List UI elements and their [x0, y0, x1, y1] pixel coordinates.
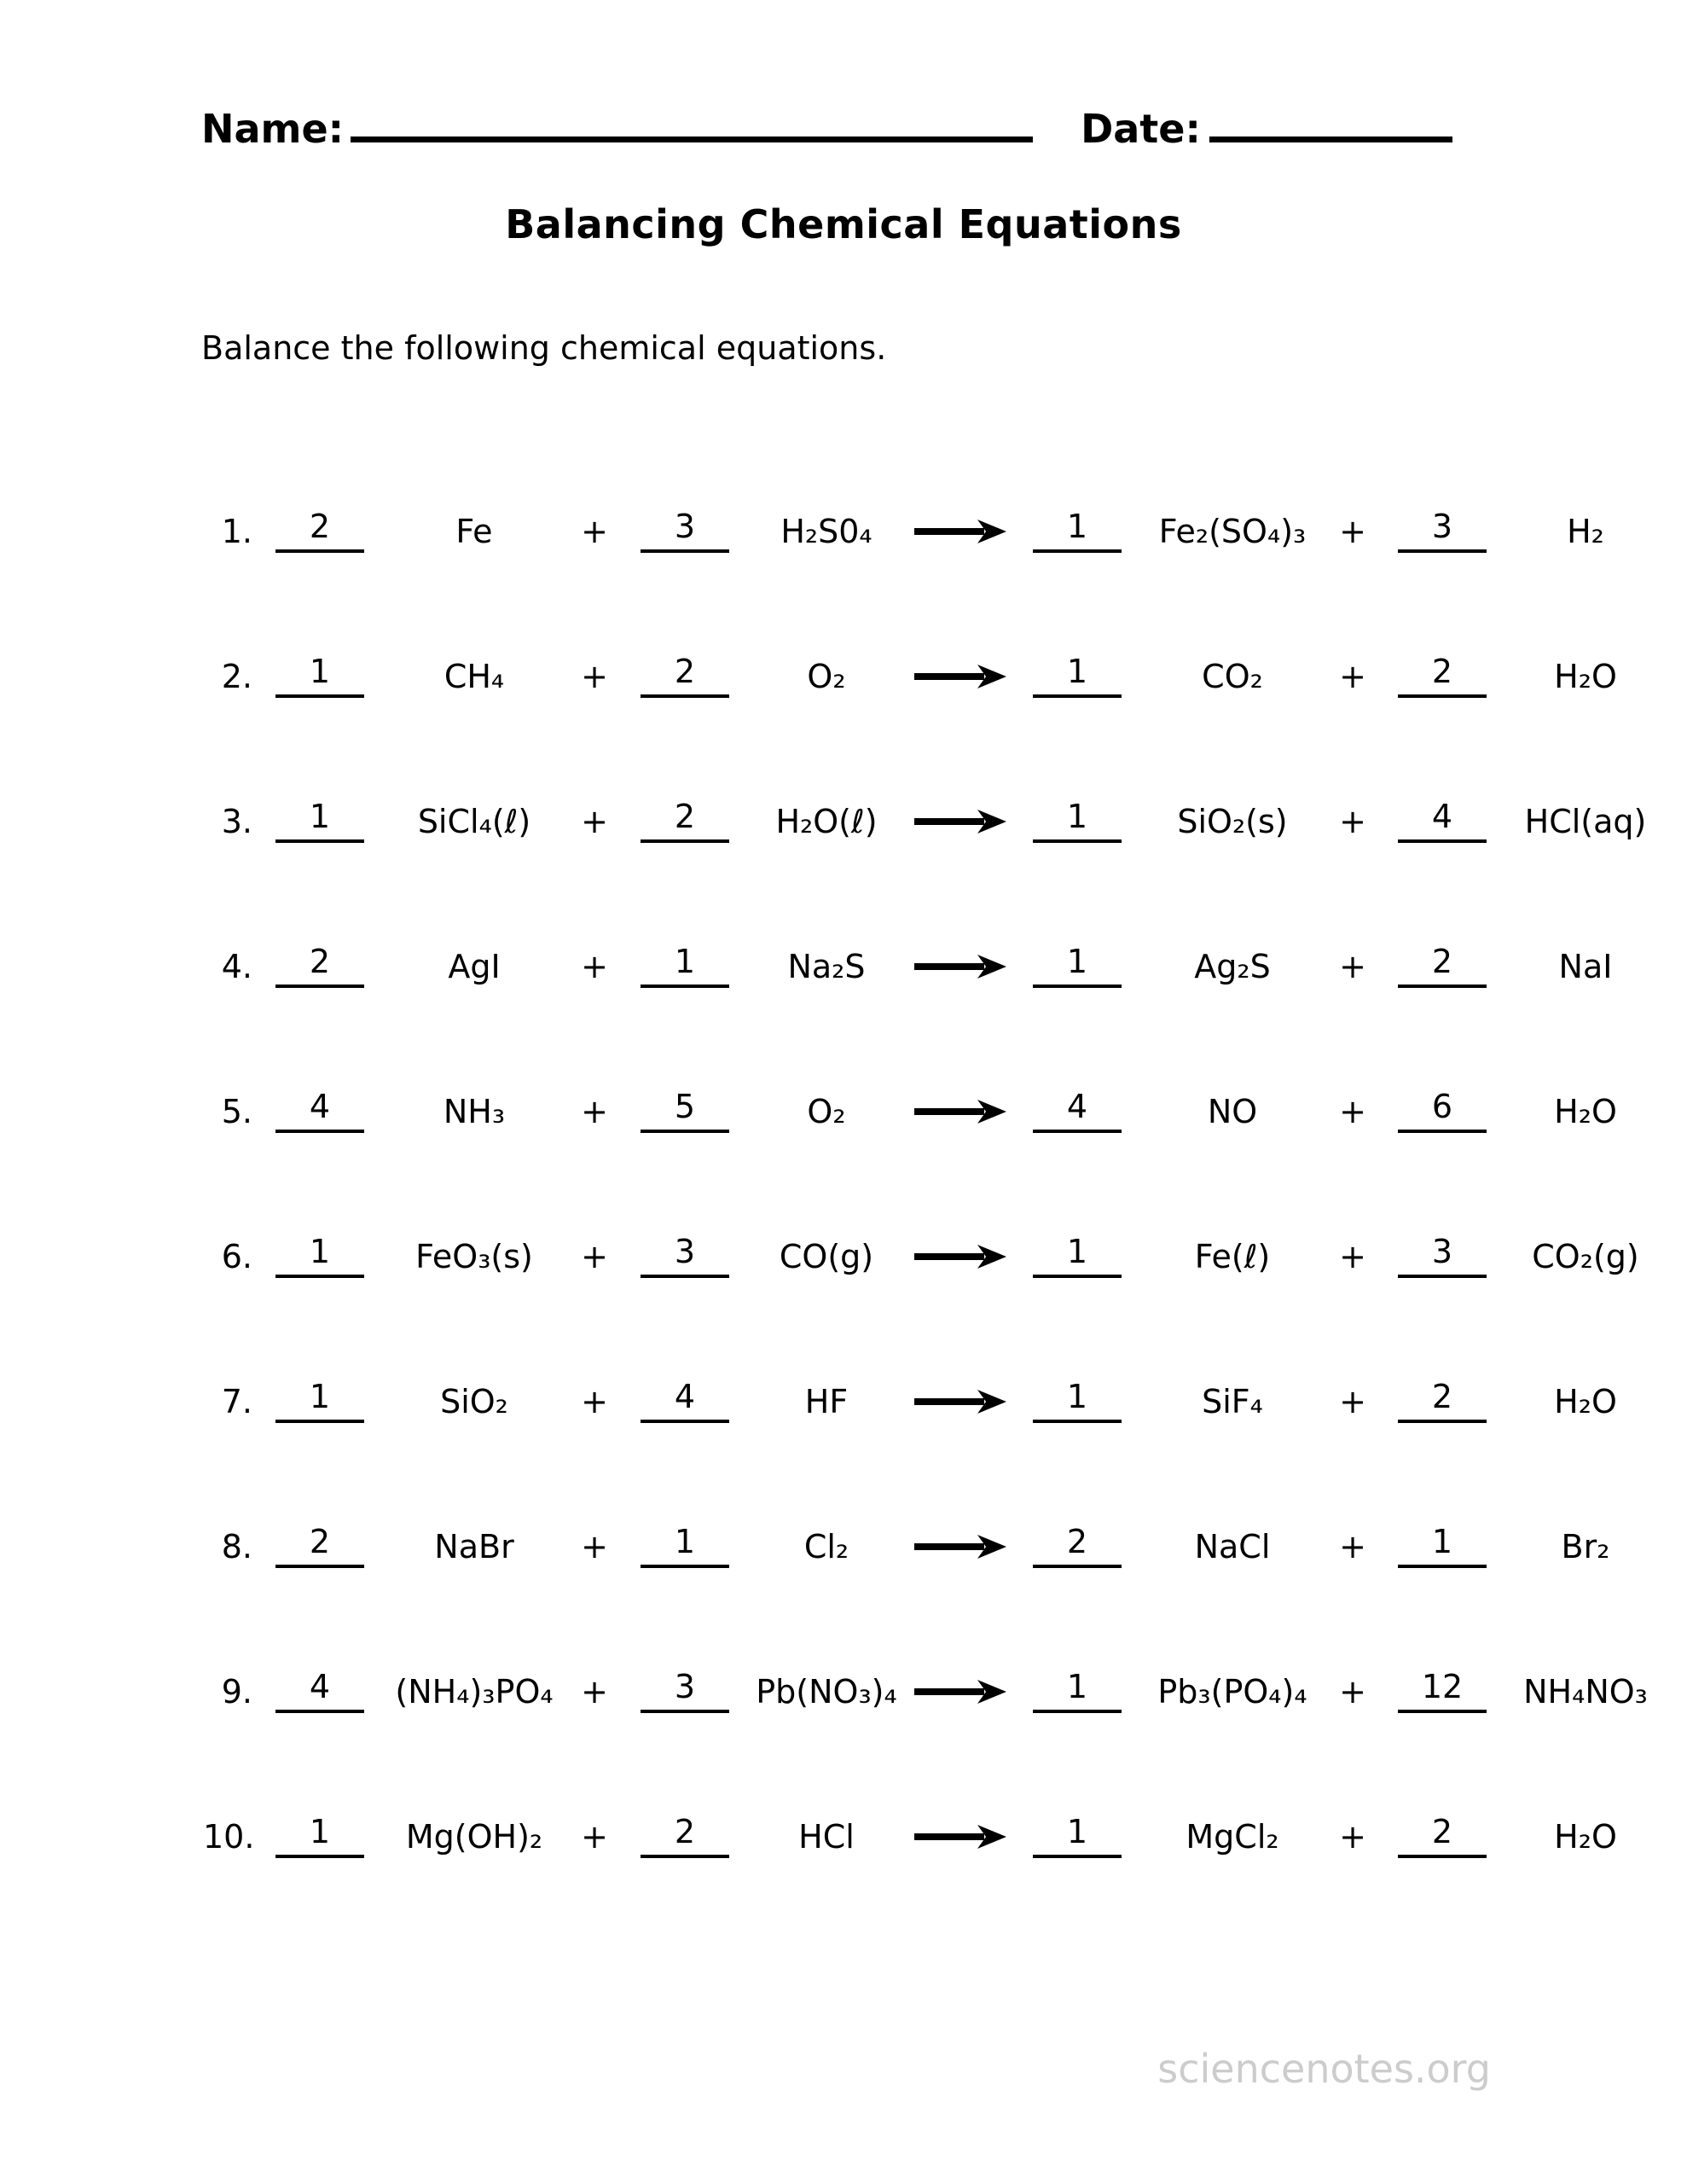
reactant-1-formula: Fe	[455, 513, 493, 550]
product-1-formula: NaCl	[1194, 1528, 1271, 1565]
coefficient-blank[interactable]: 4	[641, 1380, 729, 1423]
plus-sign: +	[581, 513, 608, 550]
plus-sign: +	[581, 1673, 608, 1711]
yields-arrow-icon	[906, 1244, 1015, 1269]
plus-sign: +	[581, 1818, 608, 1856]
coefficient-blank[interactable]: 1	[1033, 1815, 1122, 1858]
coefficient-blank[interactable]: 2	[275, 510, 364, 553]
coefficient-blank[interactable]: 4	[275, 1670, 364, 1713]
page-title: Balancing Chemical Equations	[505, 201, 1182, 247]
reactant-2-formula: O₂	[807, 1093, 846, 1130]
product-1-formula: Pb₃(PO₄)₄	[1157, 1673, 1307, 1711]
coefficient-blank[interactable]: 1	[1033, 1380, 1122, 1423]
reactant-2-formula: Na₂S	[787, 948, 866, 985]
equation-number: 1.	[221, 513, 252, 550]
equation-number: 7.	[221, 1383, 252, 1420]
reactant-1-formula: SiO₂	[440, 1383, 508, 1420]
equation-number: 2.	[221, 658, 252, 695]
coefficient-blank[interactable]: 1	[641, 1525, 729, 1568]
reactant-2-formula: O₂	[807, 658, 846, 695]
header-row	[0, 0, 1687, 152]
equation-number: 3.	[221, 803, 252, 840]
coefficient-blank[interactable]: 1	[1033, 1670, 1122, 1713]
product-2-formula: HCl(aq)	[1524, 803, 1647, 840]
coefficient-blank[interactable]: 1	[1033, 510, 1122, 553]
coefficient-blank[interactable]: 1	[275, 1815, 364, 1858]
coefficient-blank[interactable]: 2	[1398, 1380, 1487, 1423]
equation-row	[203, 604, 1687, 749]
product-1-formula: NO	[1207, 1093, 1258, 1130]
plus-sign: +	[1339, 513, 1366, 550]
coefficient-blank[interactable]: 1	[1033, 1235, 1122, 1278]
coefficient-blank[interactable]: 1	[1033, 655, 1122, 698]
equation-row	[203, 1329, 1687, 1474]
coefficient-blank[interactable]: 2	[641, 800, 729, 843]
coefficient-blank[interactable]: 2	[1398, 1815, 1487, 1858]
plus-sign: +	[1339, 948, 1366, 985]
plus-sign: +	[1339, 658, 1366, 695]
product-2-formula: CO₂(g)	[1532, 1238, 1639, 1275]
reactant-1-formula: NaBr	[434, 1528, 514, 1565]
plus-sign: +	[581, 948, 608, 985]
coefficient-blank[interactable]: 12	[1398, 1670, 1487, 1713]
product-2-formula: Br₂	[1561, 1528, 1610, 1565]
equation-number: 4.	[221, 948, 252, 985]
coefficient-blank[interactable]: 5	[641, 1090, 729, 1133]
coefficient-blank[interactable]: 3	[641, 1670, 729, 1713]
plus-sign: +	[581, 1238, 608, 1275]
yields-arrow-icon	[906, 664, 1015, 689]
plus-sign: +	[581, 1383, 608, 1420]
product-2-formula: H₂O	[1554, 1093, 1617, 1130]
coefficient-blank[interactable]: 2	[641, 655, 729, 698]
coefficient-blank[interactable]: 2	[275, 945, 364, 988]
coefficient-blank[interactable]: 3	[1398, 1235, 1487, 1278]
coefficient-blank[interactable]: 2	[1033, 1525, 1122, 1568]
coefficient-blank[interactable]: 4	[275, 1090, 364, 1133]
yields-arrow-icon	[906, 954, 1015, 979]
coefficient-blank[interactable]: 2	[641, 1815, 729, 1858]
equation-row	[203, 1184, 1687, 1329]
coefficient-blank[interactable]: 1	[1398, 1525, 1487, 1568]
coefficient-blank[interactable]: 4	[1033, 1090, 1122, 1133]
coefficient-blank[interactable]: 1	[275, 800, 364, 843]
product-2-formula: NH₄NO₃	[1523, 1673, 1648, 1711]
product-1-formula: Fe₂(SO₄)₃	[1158, 513, 1307, 550]
coefficient-blank[interactable]: 3	[641, 510, 729, 553]
product-1-formula: Fe(ℓ)	[1194, 1238, 1271, 1275]
equation-number: 6.	[221, 1238, 252, 1275]
equations-list	[0, 459, 1687, 1909]
yields-arrow-icon	[906, 809, 1015, 834]
name-label: Name:	[201, 106, 345, 152]
product-2-formula: H₂O	[1554, 1383, 1617, 1420]
date-label: Date:	[1081, 106, 1201, 152]
product-2-formula: H₂O	[1554, 658, 1617, 695]
reactant-1-formula: SiCl₄(ℓ)	[417, 803, 531, 840]
coefficient-blank[interactable]: 4	[1398, 800, 1487, 843]
coefficient-blank[interactable]: 3	[1398, 510, 1487, 553]
equation-row	[203, 1764, 1687, 1909]
yields-arrow-icon	[906, 1824, 1015, 1850]
yields-arrow-icon	[906, 1534, 1015, 1560]
product-2-formula: NaI	[1558, 948, 1613, 985]
product-2-formula: H₂	[1567, 513, 1604, 550]
instructions-text: Balance the following chemical equations.	[201, 329, 887, 367]
yields-arrow-icon	[906, 1099, 1015, 1124]
yields-arrow-icon	[906, 1679, 1015, 1705]
plus-sign: +	[1339, 1673, 1366, 1711]
equation-row	[203, 749, 1687, 894]
product-1-formula: SiO₂(s)	[1177, 803, 1288, 840]
plus-sign: +	[1339, 1818, 1366, 1856]
reactant-2-formula: CO(g)	[779, 1238, 874, 1275]
reactant-1-formula: (NH₄)₃PO₄	[395, 1673, 554, 1711]
footer-site-text: sciencenotes.org	[1157, 2046, 1491, 2092]
coefficient-blank[interactable]: 2	[1398, 945, 1487, 988]
plus-sign: +	[1339, 1528, 1366, 1565]
equation-number: 5.	[221, 1093, 252, 1130]
equation-number: 8.	[221, 1528, 252, 1565]
reactant-2-formula: H₂S0₄	[780, 513, 872, 550]
equation-row	[203, 1039, 1687, 1184]
reactant-2-formula: Cl₂	[803, 1528, 849, 1565]
coefficient-blank[interactable]: 2	[1398, 655, 1487, 698]
equation-row	[203, 459, 1687, 604]
coefficient-blank[interactable]: 1	[1033, 945, 1122, 988]
coefficient-blank[interactable]: 6	[1398, 1090, 1487, 1133]
plus-sign: +	[581, 1093, 608, 1130]
reactant-1-formula: NH₃	[443, 1093, 506, 1130]
plus-sign: +	[1339, 1383, 1366, 1420]
date-input-line[interactable]	[1209, 104, 1452, 142]
product-1-formula: SiF₄	[1202, 1383, 1263, 1420]
plus-sign: +	[1339, 1238, 1366, 1275]
reactant-1-formula: AgI	[448, 948, 501, 985]
reactant-2-formula: H₂O(ℓ)	[775, 803, 878, 840]
coefficient-blank[interactable]: 1	[1033, 800, 1122, 843]
product-1-formula: Ag₂S	[1194, 948, 1271, 985]
coefficient-blank[interactable]: 2	[275, 1525, 364, 1568]
plus-sign: +	[581, 1528, 608, 1565]
coefficient-blank[interactable]: 1	[275, 1235, 364, 1278]
reactant-2-formula: Pb(NO₃)₄	[756, 1673, 897, 1711]
reactant-1-formula: CH₄	[443, 658, 505, 695]
equation-number: 9.	[221, 1673, 252, 1711]
coefficient-blank[interactable]: 1	[275, 1380, 364, 1423]
product-2-formula: H₂O	[1554, 1818, 1617, 1856]
reactant-2-formula: HCl	[798, 1818, 855, 1856]
equation-row	[203, 1474, 1687, 1619]
plus-sign: +	[581, 803, 608, 840]
equation-row	[203, 1619, 1687, 1764]
plus-sign: +	[1339, 1093, 1366, 1130]
reactant-1-formula: FeO₃(s)	[415, 1238, 533, 1275]
yields-arrow-icon	[906, 519, 1015, 544]
product-1-formula: MgCl₂	[1186, 1818, 1279, 1856]
coefficient-blank[interactable]: 1	[275, 655, 364, 698]
reactant-2-formula: HF	[804, 1383, 849, 1420]
yields-arrow-icon	[906, 1389, 1015, 1414]
product-1-formula: CO₂	[1202, 658, 1263, 695]
coefficient-blank[interactable]: 3	[641, 1235, 729, 1278]
name-input-line[interactable]	[351, 104, 1033, 142]
plus-sign: +	[1339, 803, 1366, 840]
equation-number: 10.	[203, 1818, 255, 1856]
coefficient-blank[interactable]: 1	[641, 945, 729, 988]
equation-row	[203, 894, 1687, 1039]
plus-sign: +	[581, 658, 608, 695]
reactant-1-formula: Mg(OH)₂	[405, 1818, 543, 1856]
